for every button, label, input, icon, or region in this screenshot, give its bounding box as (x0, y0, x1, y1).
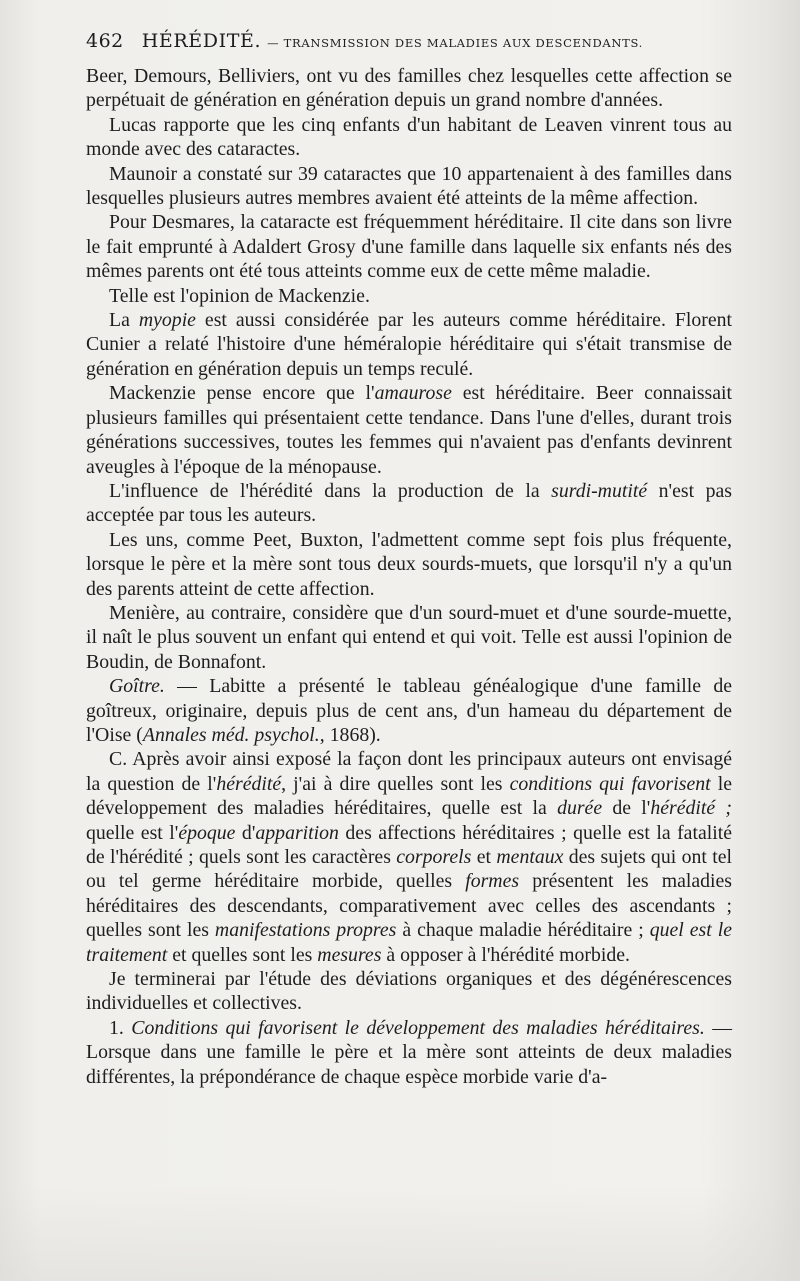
paragraph-10: Menière, au contraire, considère que d'un sourd-muet et d'une sourde-muette, il naît le plus souvent un enfant qui entend et qui voit. Telle est aussi l'opinion de Boudin, de Bonnafont. (86, 601, 732, 673)
text-run: — Labitte a présenté le tableau généalogique d'une famille de goîtreux, originaire, depuis plus de cent ans, d'un hameau du département de l'Oise ( (86, 675, 732, 746)
paragraph-6 (86, 308, 732, 381)
paragraph-2: Lucas rapporte que les cinq enfants d'un habitant de Leaven vinrent tous au monde avec des cataractes. (86, 113, 732, 161)
paragraph-5: Telle est l'opinion de Mackenzie. (109, 284, 370, 307)
paragraph-8 (86, 479, 732, 528)
running-subtitle: — TRANSMISSION DES MALADIES AUX DESCENDANTS. (267, 36, 644, 50)
paragraph-1: Beer, Demours, Belliviers, ont vu des familles chez lesquelles cette affection se perpétuait de génération en génération depuis un grand nombre d'années. (86, 65, 732, 112)
italic-term: mentaux (496, 846, 564, 868)
text-run: présentent les maladies héréditaires des descendants, comparativement avec celles des ascendants ; quelles sont les (86, 870, 733, 942)
text-run: quelle est l' (86, 821, 179, 844)
italic-term: manifestations propres (214, 919, 397, 942)
italic-term: apparition (255, 821, 339, 844)
text-run: d' (235, 821, 256, 844)
bleed-through-shadow (0, 1186, 800, 1281)
text-run: est aussi considérée par les auteurs comme héréditaire. Florent Cunier a relaté l'histoire d'une héméralopie héréditaire qui s'était transmise de génération en génération depuis un temps reculé. (86, 309, 733, 380)
text-run: est héréditaire. Beer connaissait plusieurs familles qui présentaient cette tendance. Dans l'une d'elles, durant trois générations successives, toutes les femmes qui n'avaient pas d'enfants devinrent aveugles à l'époque de la ménopause. (86, 382, 732, 478)
paragraph-13: Je terminerai par l'étude des déviations organiques et des dégénérescences individuelles et collectives. (86, 968, 732, 1015)
italic-term: mesures (317, 943, 382, 966)
text-run: et (471, 846, 497, 868)
paragraph-12 (86, 747, 732, 967)
paragraph-11 (86, 674, 732, 747)
text-run: n'est pas acceptée par tous les auteurs. (86, 479, 732, 527)
italic-term: quel est le traitement (86, 919, 732, 966)
text-run: des affections héréditaires ; quelle est la fatalité de l'hérédité ; quels sont les caractères (86, 821, 732, 868)
paragraph-14 (86, 1016, 732, 1089)
text-run: , j'ai à dire quelles sont les (281, 772, 510, 795)
italic-heading: Conditions qui favorisent le développement des maladies héréditaires. (131, 1016, 705, 1039)
italic-term: corporels (396, 846, 472, 868)
paragraph-9: Les uns, comme Peet, Buxton, l'admettent comme sept fois plus fréquente, lorsque le père et la mère sont tous deux sourds-muets, que lorsqu'il n'y a qu'un des parents atteint de cette affection. (86, 528, 732, 600)
text-run: , 1868). (319, 723, 381, 746)
paragraph-7 (86, 381, 732, 479)
page-number: 462 (86, 30, 124, 52)
italic-citation: Annales méd. psychol. (142, 723, 320, 746)
italic-term: hérédité ; (650, 797, 732, 820)
text-run: et quelles sont les (167, 943, 318, 966)
paragraph-3: Maunoir a constaté sur 39 cataractes que 10 appartenaient à des familles dans lesquelles plusieurs autres membres avaient été atteints de la même affection. (86, 162, 732, 210)
text-run: de l' (602, 797, 651, 820)
paragraph-4: Pour Desmares, la cataracte est fréquemment héréditaire. Il cite dans son livre le fait emprunté à Adaldert Grosy d'une famille dans laquelle six enfants nés des mêmes parents ont été tous atteints comme eux de cette même maladie. (86, 211, 732, 283)
text-run: C. Après avoir ainsi exposé la façon dont les principaux auteurs ont envisagé la question de l' (86, 748, 732, 795)
text-run: à chaque maladie héréditaire ; (396, 919, 650, 942)
italic-term: surdi-mutité (551, 479, 648, 502)
text-run: 1. (109, 1016, 132, 1039)
italic-term: conditions qui favorisent (509, 772, 711, 795)
italic-term: amaurose (374, 382, 452, 405)
text-run: Mackenzie pense encore que l' (109, 382, 375, 405)
italic-term: myopie (138, 309, 196, 332)
page-body (86, 64, 732, 1089)
italic-term: formes (465, 870, 520, 893)
text-run: L'influence de l'hérédité dans la production de la (109, 479, 552, 502)
text-run: à opposer à l'hérédité morbide. (381, 943, 630, 966)
text-run: La (109, 309, 139, 332)
italic-term: hérédité (216, 772, 282, 795)
text-run: des sujets qui ont tel ou tel germe héréditaire morbide, quelles (86, 846, 732, 893)
running-title: HÉRÉDITÉ. (141, 30, 262, 52)
text-run: — Lorsque dans une famille le père et la mère sont atteints de deux maladies différentes, la prépondérance de chaque espèce morbide varie d'a- (86, 1016, 732, 1088)
running-header (86, 30, 746, 60)
italic-term: durée (557, 797, 603, 820)
italic-term: Goître. (109, 675, 165, 698)
text-run: le développement des maladies héréditaires, quelle est la (86, 772, 732, 820)
italic-term: époque (178, 821, 236, 844)
